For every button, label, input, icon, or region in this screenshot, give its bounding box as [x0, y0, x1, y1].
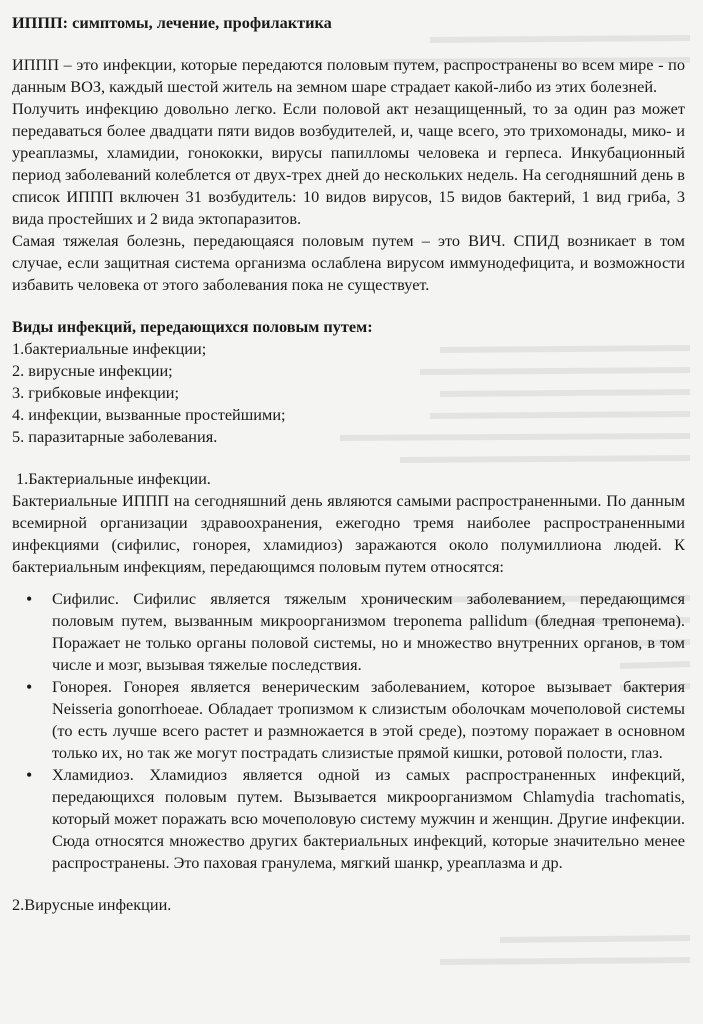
list-item: • Сифилис. Сифилис является тяжелым хроническим заболеванием, передающимся половым путем, вызванным микроорганизмом treponema pallidum (бледная трепонема). Поражает не только органы половой системы, но и множество внутренних органов, в том числе и мозг, вызывая тяжелые последствия.	[52, 588, 685, 676]
infection-types-list	[12, 338, 685, 448]
list-item: 4. инфекции, вызванные простейшими;	[12, 405, 286, 424]
document-title: ИППП: симптомы, лечение, профилактика	[12, 13, 332, 32]
spacer	[12, 448, 685, 468]
list-item: 1.бактериальные инфекции;	[12, 339, 207, 358]
section1-heading: 1.Бактериальные инфекции.	[16, 469, 211, 488]
list-item: • Хламидиоз. Хламидиоз является одной из самых распространенных инфекций, передающихся половым путем. Вызывается микроорганизмом Chlamydia trachomatis, который может поражать всю мочеполовую систему мужчин и женщин. Другие инфекции. Сюда относятся множество других бактериальных инфекций, которые значительно менее распространены. Это паховая гранулема, мягкий шанкр, уреаплазма и др.	[52, 764, 685, 874]
bacterial-infections-list	[12, 588, 685, 874]
intro-paragraph-2: Получить инфекцию довольно легко. Если половой акт незащищенный, то за один раз может передаваться более двадцати пяти видов возбудителей, и, чаще всего, это трихомонады, мико- и уреаплазмы, хламидии, гонококки, вирусы папилломы человека и герпеса. Инкубационный период заболеваний колеблется от двух-трех дней до нескольких недель. На сегодняшний день в список ИППП включен 31 возбудитель: 10 видов вирусов, 15 видов бактерий, 1 вид гриба, 3 вида простейших и 2 вида эктопаразитов.	[12, 99, 685, 228]
types-heading: Виды инфекций, передающихся половым путем:	[12, 317, 373, 336]
list-item: 3. грибковые инфекции;	[12, 383, 180, 402]
section1-intro: Бактериальные ИППП на сегодняшний день являются самыми распространенными. По данным всемирной организации здравоохранения, ежегодно тремя наиболее распространенными инфекциями (сифилис, гонорея, хламидиоз) заражаются около полумиллиона людей. К бактериальным инфекциям, передающимся половым путем относятся:	[12, 491, 685, 576]
intro-paragraph-3: Самая тяжелая болезнь, передающаяся половым путем – это ВИЧ. СПИД возникает в том случае, если защитная система организма ослаблена вирусом иммунодефицита, и возможности избавить человека от этого заболевания пока не существует.	[12, 231, 685, 294]
list-item: 5. паразитарные заболевания.	[12, 427, 218, 446]
list-item: 2. вирусные инфекции;	[12, 361, 173, 380]
spacer	[12, 296, 685, 316]
intro-paragraph-1: ИППП – это инфекции, которые передаются половым путем, распространены во всем мире - по данным ВОЗ, каждый шестой житель на земном шаре страдает какой-либо из этих болезней.	[12, 55, 685, 96]
section2-heading: 2.Вирусные инфекции.	[12, 895, 172, 914]
spacer	[12, 874, 685, 894]
document-content	[12, 12, 685, 916]
list-item: • Гонорея. Гонорея является венерическим заболеванием, которое вызывает бактерия Neisseria gonorrhoeae. Обладает тропизмом к слизистым оболочкам мочеполовой системы (то есть лучше всего растет и размножается в этой среде), поэтому поражает в основном только их, но так же могут пострадать слизистые прямой кишки, ротовой полости, глаз.	[52, 676, 685, 764]
